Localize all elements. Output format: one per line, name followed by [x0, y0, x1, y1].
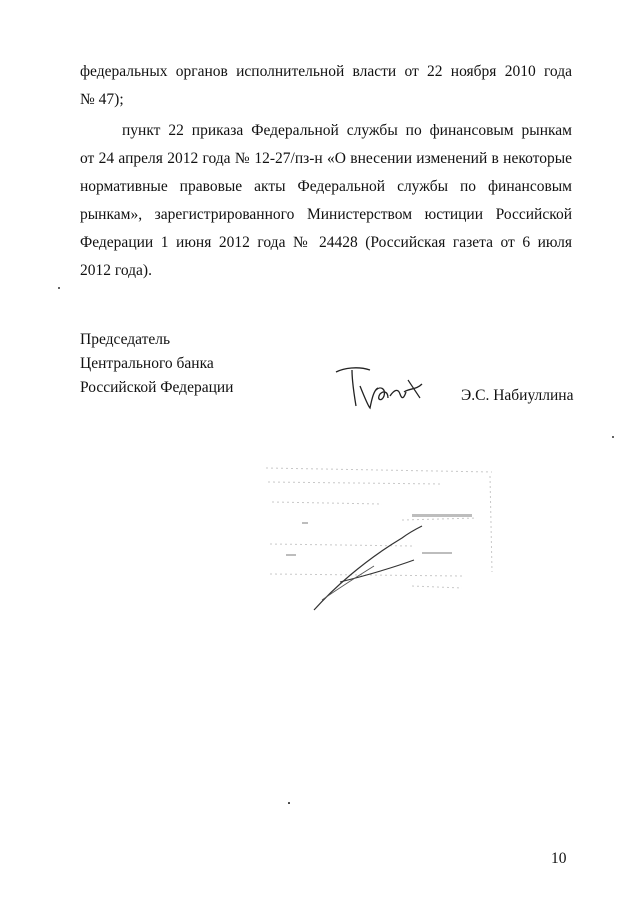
handwritten-signature [330, 360, 430, 416]
signatory-title-line: Центрального банка [80, 355, 214, 372]
faded-stamp-with-initials [262, 462, 502, 617]
scan-speck [288, 802, 290, 804]
page-number: 10 [551, 850, 567, 867]
paragraph-line: нормативные правовые акты Федеральной службы по финансовым [80, 178, 572, 195]
paragraph-line: Федерации 1 июня 2012 года № 24428 (Российская газета от 6 июля [80, 234, 572, 251]
signatory-title [80, 328, 233, 400]
scan-speck [612, 436, 614, 438]
paragraph-line: от 24 апреля 2012 года № 12-27/пз-н «О внесении изменений в некоторые [80, 150, 572, 167]
signatory-title-line: Председатель [80, 331, 171, 348]
paragraph-line: федеральных органов исполнительной власти от 22 ноября 2010 года [80, 63, 572, 80]
continued-paragraph [80, 58, 572, 114]
paragraph-line: 2012 года). [80, 262, 152, 279]
paragraph-line: № 47); [80, 91, 124, 108]
signatory-title-line: Российской Федерации [80, 379, 234, 396]
paragraph-line: пункт 22 приказа Федеральной службы по финансовым рынкам [122, 122, 572, 139]
paragraph-line: рынкам», зарегистрированного Министерством юстиции Российской [80, 206, 572, 223]
signer-name: Э.С. Набиуллина [461, 387, 574, 404]
main-paragraph [80, 117, 572, 285]
scan-speck [58, 287, 60, 289]
